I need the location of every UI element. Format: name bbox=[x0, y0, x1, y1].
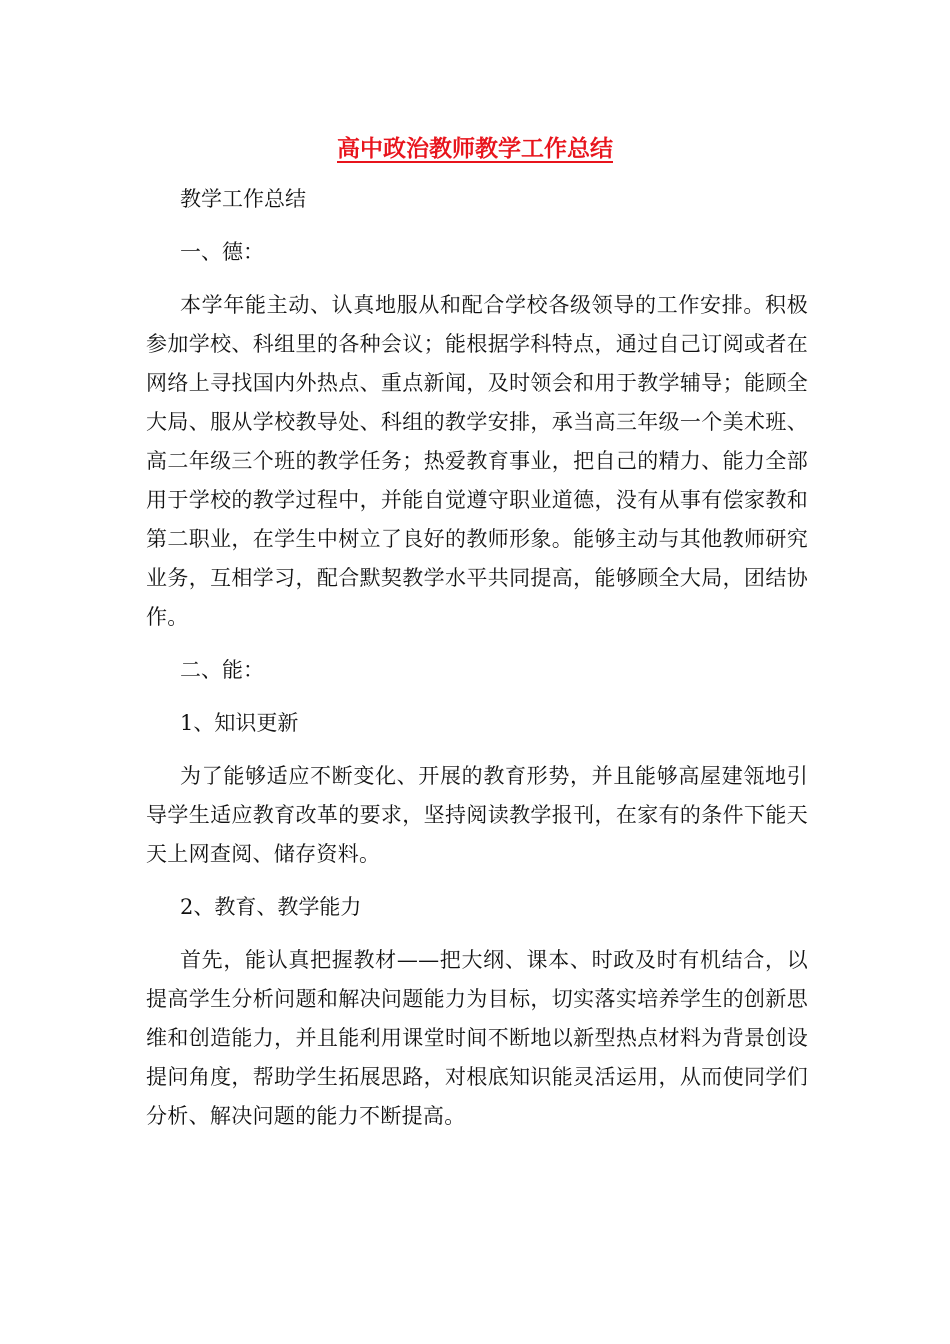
document-body bbox=[146, 180, 808, 1150]
section-1-paragraph: 本学年能主动、认真地服从和配合学校各级领导的工作安排。积极参加学校、科组里的各种会议；能根据学科特点，通过自己订阅或者在网络上寻找国内外热点、重点新闻，及时领会和用于教学辅导；能顾全大局、服从学校教导处、科组的教学安排，承当高三年级一个美术班、高二年级三个班的教学任务；热爱教育事业，把自己的精力、能力全部用于学校的教学过程中，并能自觉遵守职业道德，没有从事有偿家教和第二职业，在学生中树立了良好的教师形象。能够主动与其他教师研究业务，互相学习，配合默契教学水平共同提高，能够顾全大局，团结协作。 bbox=[146, 293, 808, 629]
item-2-heading: 2、教育、教学能力 bbox=[180, 895, 362, 919]
item-1-paragraph: 为了能够适应不断变化、开展的教育形势，并且能够高屋建瓴地引导学生适应教育改革的要求，坚持阅读教学报刊，在家有的条件下能天天上网查阅、储存资料。 bbox=[146, 764, 808, 866]
item-2-paragraph: 首先，能认真把握教材——把大纲、课本、时政及时有机结合，以提高学生分析问题和解决问题能力为目标，切实落实培养学生的创新思维和创造能力，并且能利用课堂时间不断地以新型热点材料为背景创设提问角度，帮助学生拓展思路，对根底知识能灵活运用，从而使同学们分析、解决问题的能力不断提高。 bbox=[146, 948, 808, 1128]
subtitle: 教学工作总结 bbox=[180, 187, 306, 211]
section-1-heading: 一、德： bbox=[180, 240, 264, 264]
document-title: 高中政治教师教学工作总结 bbox=[337, 136, 613, 162]
item-1-heading: 1、知识更新 bbox=[180, 711, 299, 735]
section-2-heading: 二、能： bbox=[180, 658, 264, 682]
